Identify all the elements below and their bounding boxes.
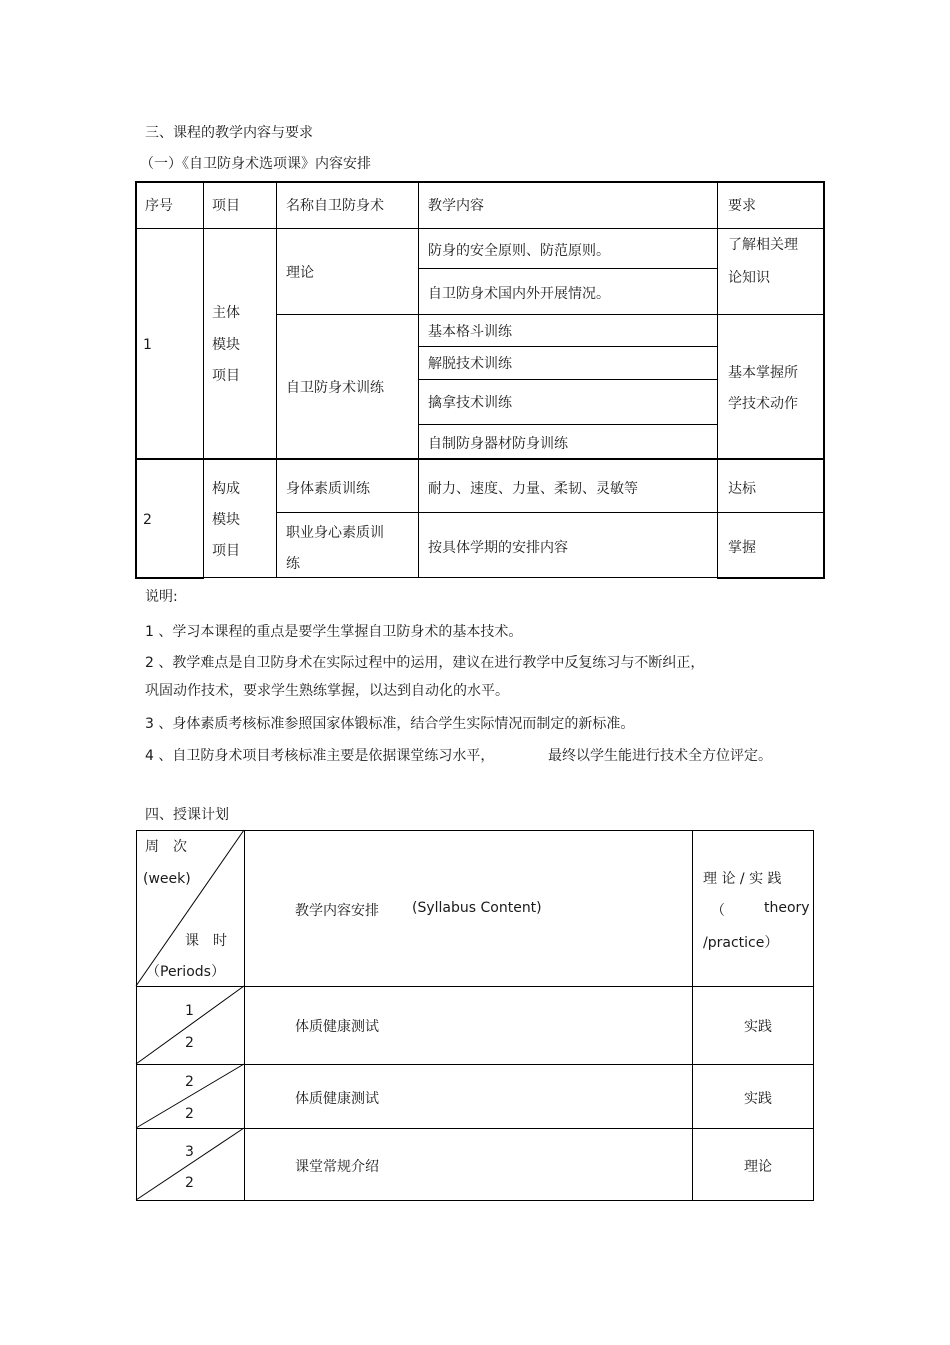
periods-label-en: （Periods） (146, 964, 225, 980)
row2-item-line3: 项目 (212, 543, 240, 559)
row1-item-line1: 主体 (212, 305, 240, 321)
row3-type: 理论 (744, 1159, 772, 1175)
header-name: 名称自卫防身术 (286, 198, 384, 214)
row2-item-line1: 构成 (212, 481, 240, 497)
week-label-zh: 周 次 (145, 839, 187, 855)
training-req-line1: 基本掌握所 (728, 365, 798, 381)
header-item: 项目 (212, 198, 240, 214)
training-name: 自卫防身术训练 (286, 380, 384, 396)
row2-type: 实践 (744, 1091, 772, 1107)
note-2-line2: 巩固动作技术，要求学生熟练掌握，以达到自动化的水平。 (145, 683, 509, 699)
theory-content-2: 自卫防身术国内外开展情况。 (428, 286, 610, 302)
row2-item-line2: 模块 (212, 512, 240, 528)
row1-periods: 2 (185, 1035, 194, 1051)
header-num: 序号 (145, 198, 173, 214)
row2-week: 2 (185, 1074, 194, 1090)
vocational-name-line2: 练 (286, 556, 300, 572)
header-content: 教学内容 (428, 198, 484, 214)
row1-content: 体质健康测试 (295, 1019, 379, 1035)
theory-name: 理论 (286, 265, 314, 281)
type-header-zh: 理 论 / 实 践 (703, 871, 782, 887)
row1-num: 1 (143, 337, 152, 353)
training-content-1: 基本格斗训练 (428, 324, 512, 340)
notes-title: 说明: (145, 589, 178, 605)
theory-content-1: 防身的安全原则、防范原则。 (428, 243, 610, 259)
section-4-heading: 四、授课计划 (145, 807, 229, 823)
type-header-en1: theory (764, 900, 810, 916)
theory-req-line2: 论知识 (728, 270, 770, 286)
week-label-en: (week) (143, 871, 191, 887)
training-content-2: 解脱技术训练 (428, 356, 512, 372)
periods-label-zh: 课 时 (185, 933, 227, 949)
vocational-req: 掌握 (728, 540, 756, 556)
section-3-subheading: （一）《自卫防身术选项课》内容安排 (140, 156, 371, 172)
training-req-line2: 学技术动作 (728, 396, 798, 412)
training-content-3: 擒拿技术训练 (428, 395, 512, 411)
note-3: 3 、身体素质考核标准参照国家体锻标准，结合学生实际情况而制定的新标准。 (145, 716, 635, 732)
fitness-req: 达标 (728, 481, 756, 497)
row3-periods: 2 (185, 1175, 194, 1191)
row2-num: 2 (143, 512, 152, 528)
note-2-line1: 2 、教学难点是自卫防身术在实际过程中的运用，建议在进行教学中反复练习与不断纠正， (145, 655, 705, 671)
content-header-zh: 教学内容安排 (295, 903, 379, 919)
row1-diagonal (136, 986, 245, 1065)
fitness-content: 耐力、速度、力量、柔韧、灵敏等 (428, 481, 638, 497)
row3-content: 课堂常规介绍 (295, 1159, 379, 1175)
training-content-4: 自制防身器材防身训练 (428, 436, 568, 452)
row1-item-line2: 模块 (212, 337, 240, 353)
header-requirement: 要求 (728, 198, 756, 214)
row1-type: 实践 (744, 1019, 772, 1035)
vocational-name-line1: 职业身心素质训 (286, 525, 384, 541)
row3-week: 3 (185, 1144, 194, 1160)
row2-content: 体质健康测试 (295, 1091, 379, 1107)
type-header-en2: /practice） (703, 935, 779, 951)
row1-item-line3: 项目 (212, 368, 240, 384)
section-3-heading: 三、课程的教学内容与要求 (145, 125, 313, 141)
note-4-part1: 4 、自卫防身术项目考核标准主要是依据课堂练习水平， (145, 748, 495, 764)
theory-req-line1: 了解相关理 (728, 237, 798, 253)
fitness-name: 身体素质训练 (286, 481, 370, 497)
type-header-paren: （ (711, 903, 725, 919)
vocational-content: 按具体学期的安排内容 (428, 540, 568, 556)
note-4-part2: 最终以学生能进行技术全方位评定。 (548, 748, 772, 764)
row1-week: 1 (185, 1003, 194, 1019)
note-1: 1 、学习本课程的重点是要学生掌握自卫防身术的基本技术。 (145, 624, 523, 640)
row2-periods: 2 (185, 1106, 194, 1122)
content-header-en: (Syllabus Content) (412, 900, 542, 916)
